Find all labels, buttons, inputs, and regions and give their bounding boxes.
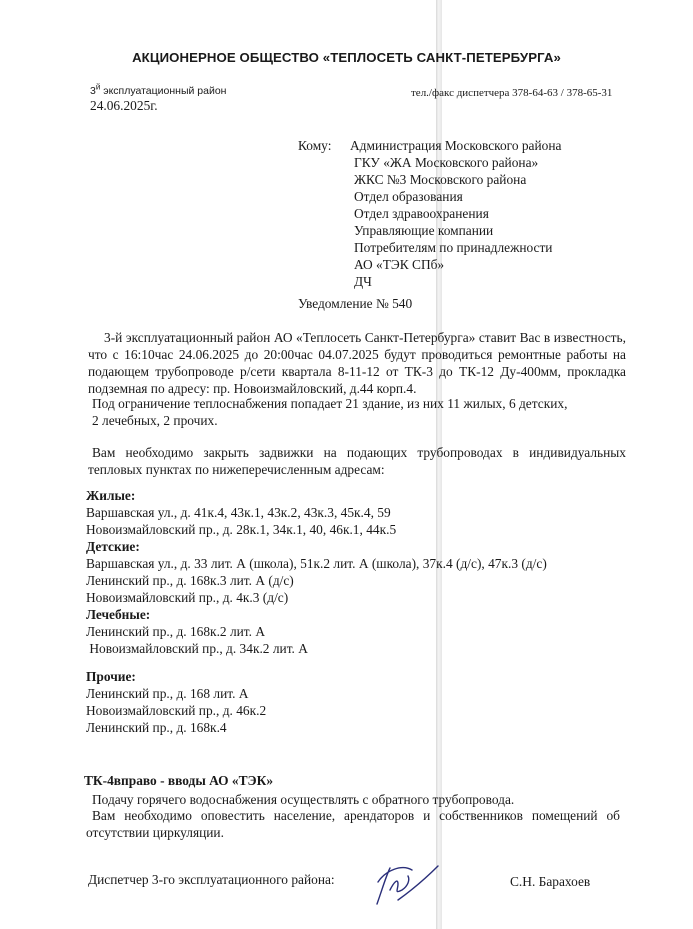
recipient-item: Отдел здравоохранения bbox=[354, 206, 489, 221]
company-name: АКЦИОНЕРНОЕ ОБЩЕСТВО «ТЕПЛОСЕТЬ САНКТ-ПЕТЕРБУРГА» bbox=[132, 50, 561, 65]
address-line: Новоизмайловский пр., д. 46к.2 bbox=[86, 703, 267, 718]
notice-paragraph-1: 3-й эксплуатационный район АО «Теплосеть Санкт-Петербурга» ставит Вас в известность, что с 16:10час 24.06.2025 до 20:00час 04.07.2025 будут проводиться ремонтные работы на подающем трубопроводе р/сети квартала 8-11-12 от ТК-3 до ТК-12 Ду-400мм, прокладка подземная по адресу: пр. Новоизмайловский, д.44 корп.4. bbox=[88, 330, 626, 396]
hot-water-note: Подачу горячего водоснабжения осуществлять с обратного трубопровода. bbox=[92, 792, 515, 807]
recipient-item: АО «ТЭК СПб» bbox=[354, 257, 445, 272]
handwritten-signature bbox=[372, 860, 442, 910]
address-line: Новоизмайловский пр., д. 34к.2 лит. А bbox=[86, 641, 308, 656]
medical-heading: Лечебные: bbox=[86, 607, 151, 622]
recipient-item: Потребителям по принадлежности bbox=[354, 240, 553, 255]
recipient-item: Управляющие компании bbox=[354, 223, 494, 238]
notice-paragraph-3: Вам необходимо закрыть задвижки на подающих трубопроводах в индивидуальных тепловых пунктах по нижеперечисленным адресам: bbox=[88, 445, 626, 477]
notify-note: Вам необходимо оповестить население, арендаторов и собственников помещений об отсутствии циркуляции. bbox=[86, 808, 620, 840]
dispatcher-label: Диспетчер 3-го эксплуатационного района: bbox=[88, 872, 335, 887]
recipients-list bbox=[350, 137, 561, 290]
recipient-item: Администрация Московского района bbox=[350, 138, 562, 153]
tk-heading: ТК-4вправо - вводы АО «ТЭК» bbox=[84, 773, 274, 788]
district-text: эксплуатационный район bbox=[100, 85, 227, 97]
address-line: Варшавская ул., д. 33 лит. А (школа), 51к.2 лит. А (школа), 37к.4 (д/с), 47к.3 (д/с) bbox=[86, 556, 547, 571]
recipients-label: Кому: bbox=[298, 138, 332, 153]
residential-heading: Жилые: bbox=[86, 488, 136, 503]
district-suffix: й bbox=[95, 82, 101, 92]
other-heading: Прочие: bbox=[86, 669, 136, 684]
address-line: Ленинский пр., д. 168к.2 лит. А bbox=[86, 624, 266, 639]
address-line: Варшавская ул., д. 41к.4, 43к.1, 43к.2, 43к.3, 45к.4, 59 bbox=[86, 505, 391, 520]
address-line: Новоизмайловский пр., д. 28к.1, 34к.1, 40, 46к.1, 44к.5 bbox=[86, 522, 397, 537]
address-line: Новоизмайловский пр., д. 4к.3 (д/с) bbox=[86, 590, 289, 605]
address-list bbox=[86, 487, 547, 736]
address-line: Ленинский пр., д. 168к.4 bbox=[86, 720, 227, 735]
recipient-item: ЖКС №3 Московского района bbox=[354, 172, 527, 187]
district-label bbox=[90, 82, 227, 97]
children-heading: Детские: bbox=[86, 539, 140, 554]
address-line: Ленинский пр., д. 168к.3 лит. А (д/с) bbox=[86, 573, 294, 588]
recipient-item: ДЧ bbox=[354, 274, 372, 289]
letter-date: 24.06.2025г. bbox=[90, 98, 158, 113]
recipient-item: ГКУ «ЖА Московского района» bbox=[354, 155, 539, 170]
address-line: Ленинский пр., д. 168 лит. А bbox=[86, 686, 249, 701]
notice-paragraph-2-line-1: Под ограничение теплоснабжения попадает 21 здание, из них 11 жилых, 6 детских, bbox=[92, 396, 568, 411]
dispatcher-phone: тел./факс диспетчера 378-64-63 / 378-65-31 bbox=[411, 87, 613, 99]
notice-paragraph-2-line-2: 2 лечебных, 2 прочих. bbox=[92, 413, 218, 428]
recipient-item: Отдел образования bbox=[354, 189, 463, 204]
district-number: 3 bbox=[90, 85, 96, 97]
signer-name: С.Н. Барахоев bbox=[510, 874, 591, 889]
notice-title: Уведомление № 540 bbox=[298, 296, 413, 311]
